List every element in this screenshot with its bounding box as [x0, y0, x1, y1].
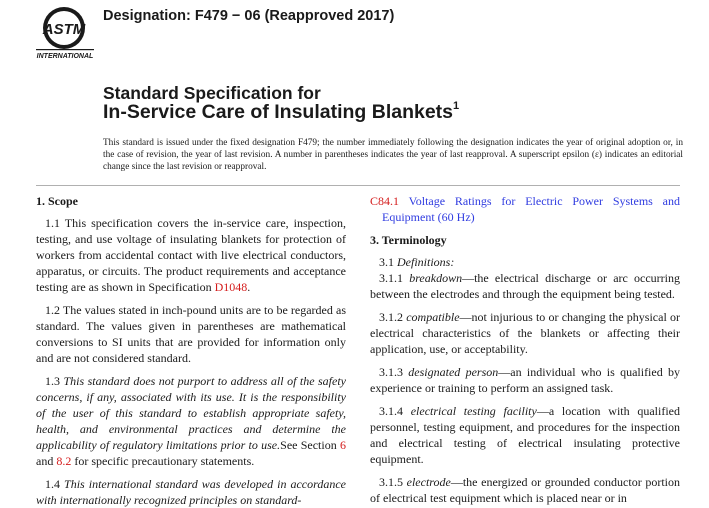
paragraph-text: for specific precautionary statements. — [71, 454, 255, 468]
definition-text: —the energized or grounded conductor portion of electrical test equipment which is placed near or in — [370, 475, 680, 505]
paragraph-1-3 — [36, 373, 346, 469]
definition-term: Definitions: — [397, 255, 455, 269]
paragraph-number: 3.1.4 — [379, 404, 403, 418]
paragraph-text: See Section — [280, 438, 340, 452]
definition-text: —not injurious to or changing the physical or electrical characteristics of the blankets or affecting their application, use, or acceptability. — [370, 310, 681, 356]
section-heading-scope: 1. Scope — [36, 194, 78, 208]
definition-term: electrode — [406, 475, 451, 489]
left-column — [36, 193, 346, 508]
definition-term: breakdown — [409, 271, 463, 285]
paragraph-text: This specification covers the in-service care, inspection, testing, and use voltage of insulating blankets for protection of workers from accidental contact with live electrical conductors, apparatus, or circuits. The product requirements and acceptance testing are as shown in Specification — [36, 216, 346, 294]
definition-text: —a location with qualified personnel, testing equipment, and procedures for the inspection and electrical testing of electrical insulating protective equipment. — [370, 404, 681, 466]
paragraph-1-2 — [36, 302, 346, 366]
paragraph-number: 3.1.5 — [379, 475, 403, 489]
definition-term: electrical testing facility — [410, 404, 537, 418]
paragraph-1-1 — [36, 215, 346, 295]
paragraph-italic-text: This international standard was developed in accordance with internationally recognized principles on standard- — [36, 477, 347, 507]
paragraph-number: 1.4 — [45, 477, 60, 491]
paragraph-number: 1.1 — [45, 216, 60, 230]
paragraph-italic-text: This standard does not purport to address all of the safety concerns, if any, associated with its use. It is the responsibility of the user of this standard to establish appropriate safety, health, and environmental practices and determine the applicability of regulatory limitations prior to use. — [36, 374, 347, 452]
paragraph-text: The values stated in inch-pound units are to be regarded as standard. The values given in parentheses are mathematical conversions to SI units that are provided for information only and are not considered standard. — [36, 303, 346, 365]
paragraph-number: 3.1 — [379, 255, 394, 269]
definition-text: —an individual who is qualified by experience or training to perform an assigned task. — [370, 365, 681, 395]
link-section-6[interactable]: 6 — [340, 438, 346, 452]
reference-c84-1[interactable] — [370, 193, 680, 225]
definition-3-1-3 — [370, 364, 680, 396]
paragraph-number: 1.2 — [45, 303, 60, 317]
definition-term: designated person — [408, 365, 499, 379]
reference-title[interactable]: Voltage Ratings for Electric Power Systems and Equipment (60 Hz) — [382, 194, 680, 224]
title-footnote-link[interactable]: 1 — [453, 99, 460, 112]
paragraph-number: 1.3 — [45, 374, 60, 388]
issuance-notice: This standard is issued under the fixed designation F479; the number immediately following the designation indicates the year of original adoption or, in the case of revision, the year of last revision. A number in parentheses indicates the year of last reapproval. A superscript epsilon (ε) indicates an editorial change since the last revision or reapproval. — [103, 138, 683, 172]
logo-subtext: INTERNATIONAL — [36, 53, 94, 60]
right-column — [370, 193, 680, 506]
definition-text: —the electrical discharge or arc occurring between the electrodes and through the equipment being tested. — [370, 271, 680, 301]
section-heading-terminology: 3. Terminology — [370, 233, 447, 247]
paragraph-text: and — [36, 454, 57, 468]
title-label: Standard Specification for — [103, 83, 321, 103]
divider — [36, 185, 680, 186]
definition-3-1-2 — [370, 309, 680, 357]
paragraph-text: . — [247, 280, 251, 294]
astm-logo — [36, 4, 94, 60]
definition-3-1-4 — [370, 403, 680, 467]
page-title — [103, 101, 459, 124]
link-section-8-2[interactable]: 8.2 — [56, 454, 72, 468]
logo-text: ASTM — [42, 21, 86, 38]
paragraph-number: 3.1.1 — [379, 271, 403, 285]
definition-3-1-5 — [370, 474, 680, 506]
paragraph-1-4 — [36, 476, 346, 508]
definition-3-1-1 — [370, 270, 680, 302]
title-text: In-Service Care of Insulating Blankets — [103, 101, 454, 123]
paragraph-number: 3.1.3 — [379, 365, 403, 379]
paragraph-number: 3.1.2 — [379, 310, 403, 324]
link-d1048[interactable]: D1048 — [214, 280, 248, 294]
designation: Designation: F479 − 06 (Reapproved 2017) — [103, 8, 395, 24]
definition-term: compatible — [406, 310, 460, 324]
reference-code[interactable]: C84.1 — [370, 194, 400, 208]
definition-3-1 — [370, 254, 680, 270]
